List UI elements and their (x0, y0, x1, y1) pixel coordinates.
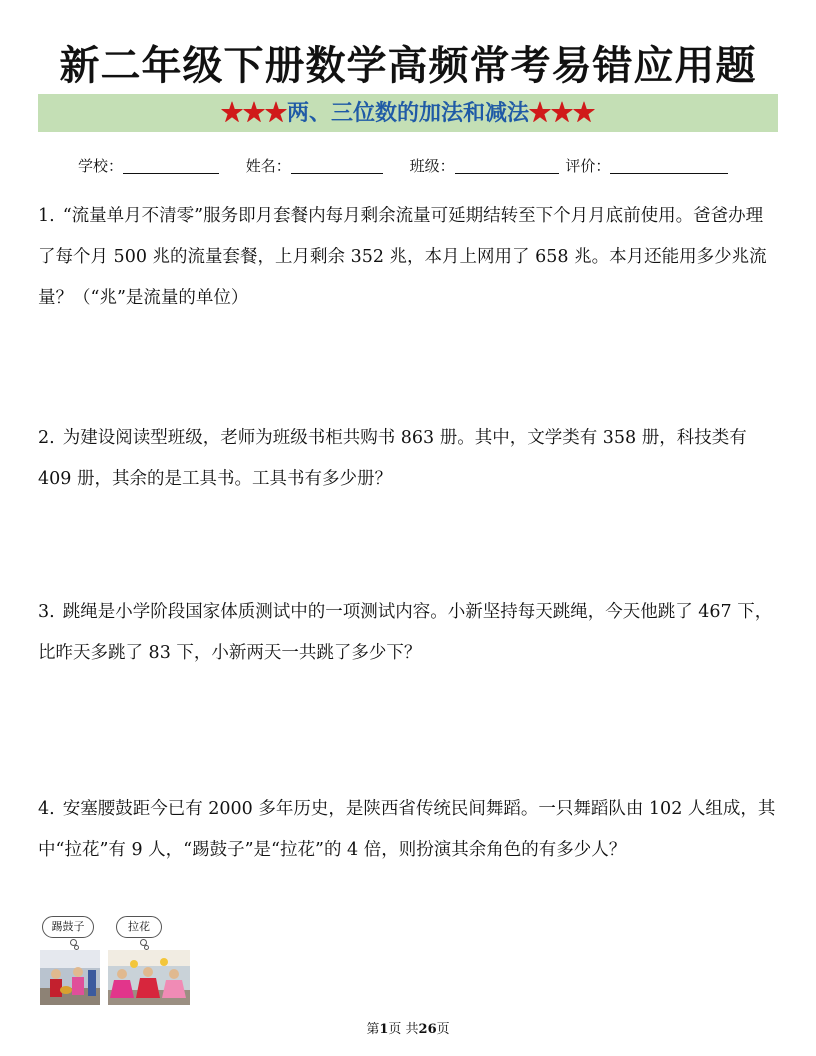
question-text: 安塞腰鼓距今已有 2000 多年历史，是陕西省传统民间舞蹈。一只舞蹈队由 102 人组成，其中“拉花”有 9 人，“踢鼓子”是“拉花”的 4 倍，则扮演其余角色的有多少人？ (38, 799, 776, 860)
question-2 (38, 418, 780, 500)
star-icons-right: ★★★ (529, 100, 596, 126)
name-label: 姓名： (245, 157, 291, 175)
footer-prefix: 第 (366, 1022, 380, 1037)
rating-field[interactable] (610, 157, 728, 174)
page-footer (0, 1018, 816, 1037)
rating-label: 评价： (565, 157, 611, 175)
current-page-number: 1 (379, 1022, 389, 1037)
footer-suffix: 页 (436, 1022, 450, 1037)
school-label: 学校： (78, 157, 124, 175)
question-number: 3. (38, 602, 55, 622)
class-label: 班级： (409, 157, 455, 175)
total-page-count: 26 (418, 1022, 437, 1037)
star-icons-left: ★★★ (220, 100, 287, 126)
question-text: 跳绳是小学阶段国家体质测试中的一项测试内容。小新坚持每天跳绳，今天他跳了 467 下，比昨天多跳了 83 下，小新两天一共跳了多少下？ (38, 602, 773, 663)
question-number: 4. (38, 799, 55, 819)
drum-dancer-photo (40, 950, 100, 1005)
name-field[interactable] (291, 157, 383, 174)
student-info-row (78, 155, 758, 176)
question-text: “流量单月不清零”服务即月套餐内每月剩余流量可延期结转至下个月月底前使用。爸爸办理了每个月 500 兆的流量套餐，上月剩余 352 兆，本月上网用了 658 兆。本月还能用多少兆流量？（“兆”是流量的单位） (38, 206, 767, 308)
page-title: 新二年级下册数学高频常考易错应用题 (59, 43, 757, 89)
class-field[interactable] (455, 157, 559, 174)
school-field[interactable] (123, 157, 219, 174)
question-number: 1. (38, 206, 55, 226)
question-1 (38, 196, 780, 319)
section-banner (38, 94, 778, 132)
question-text: 为建设阅读型班级，老师为班级书柜共购书 863 册。其中，文学类有 358 册，科技类有 409 册，其余的是工具书。工具书有多少册？ (38, 428, 747, 489)
flower-dancer-photo (108, 950, 190, 1005)
question-4 (38, 789, 780, 871)
speech-bubble-right: 拉花 (116, 916, 162, 938)
question-3 (38, 592, 780, 674)
question-number: 2. (38, 428, 55, 448)
section-subtitle: 两、三位数的加法和减法 (286, 100, 529, 126)
speech-bubble-left: 踢鼓子 (42, 916, 94, 938)
footer-middle: 页 共 (388, 1022, 419, 1037)
